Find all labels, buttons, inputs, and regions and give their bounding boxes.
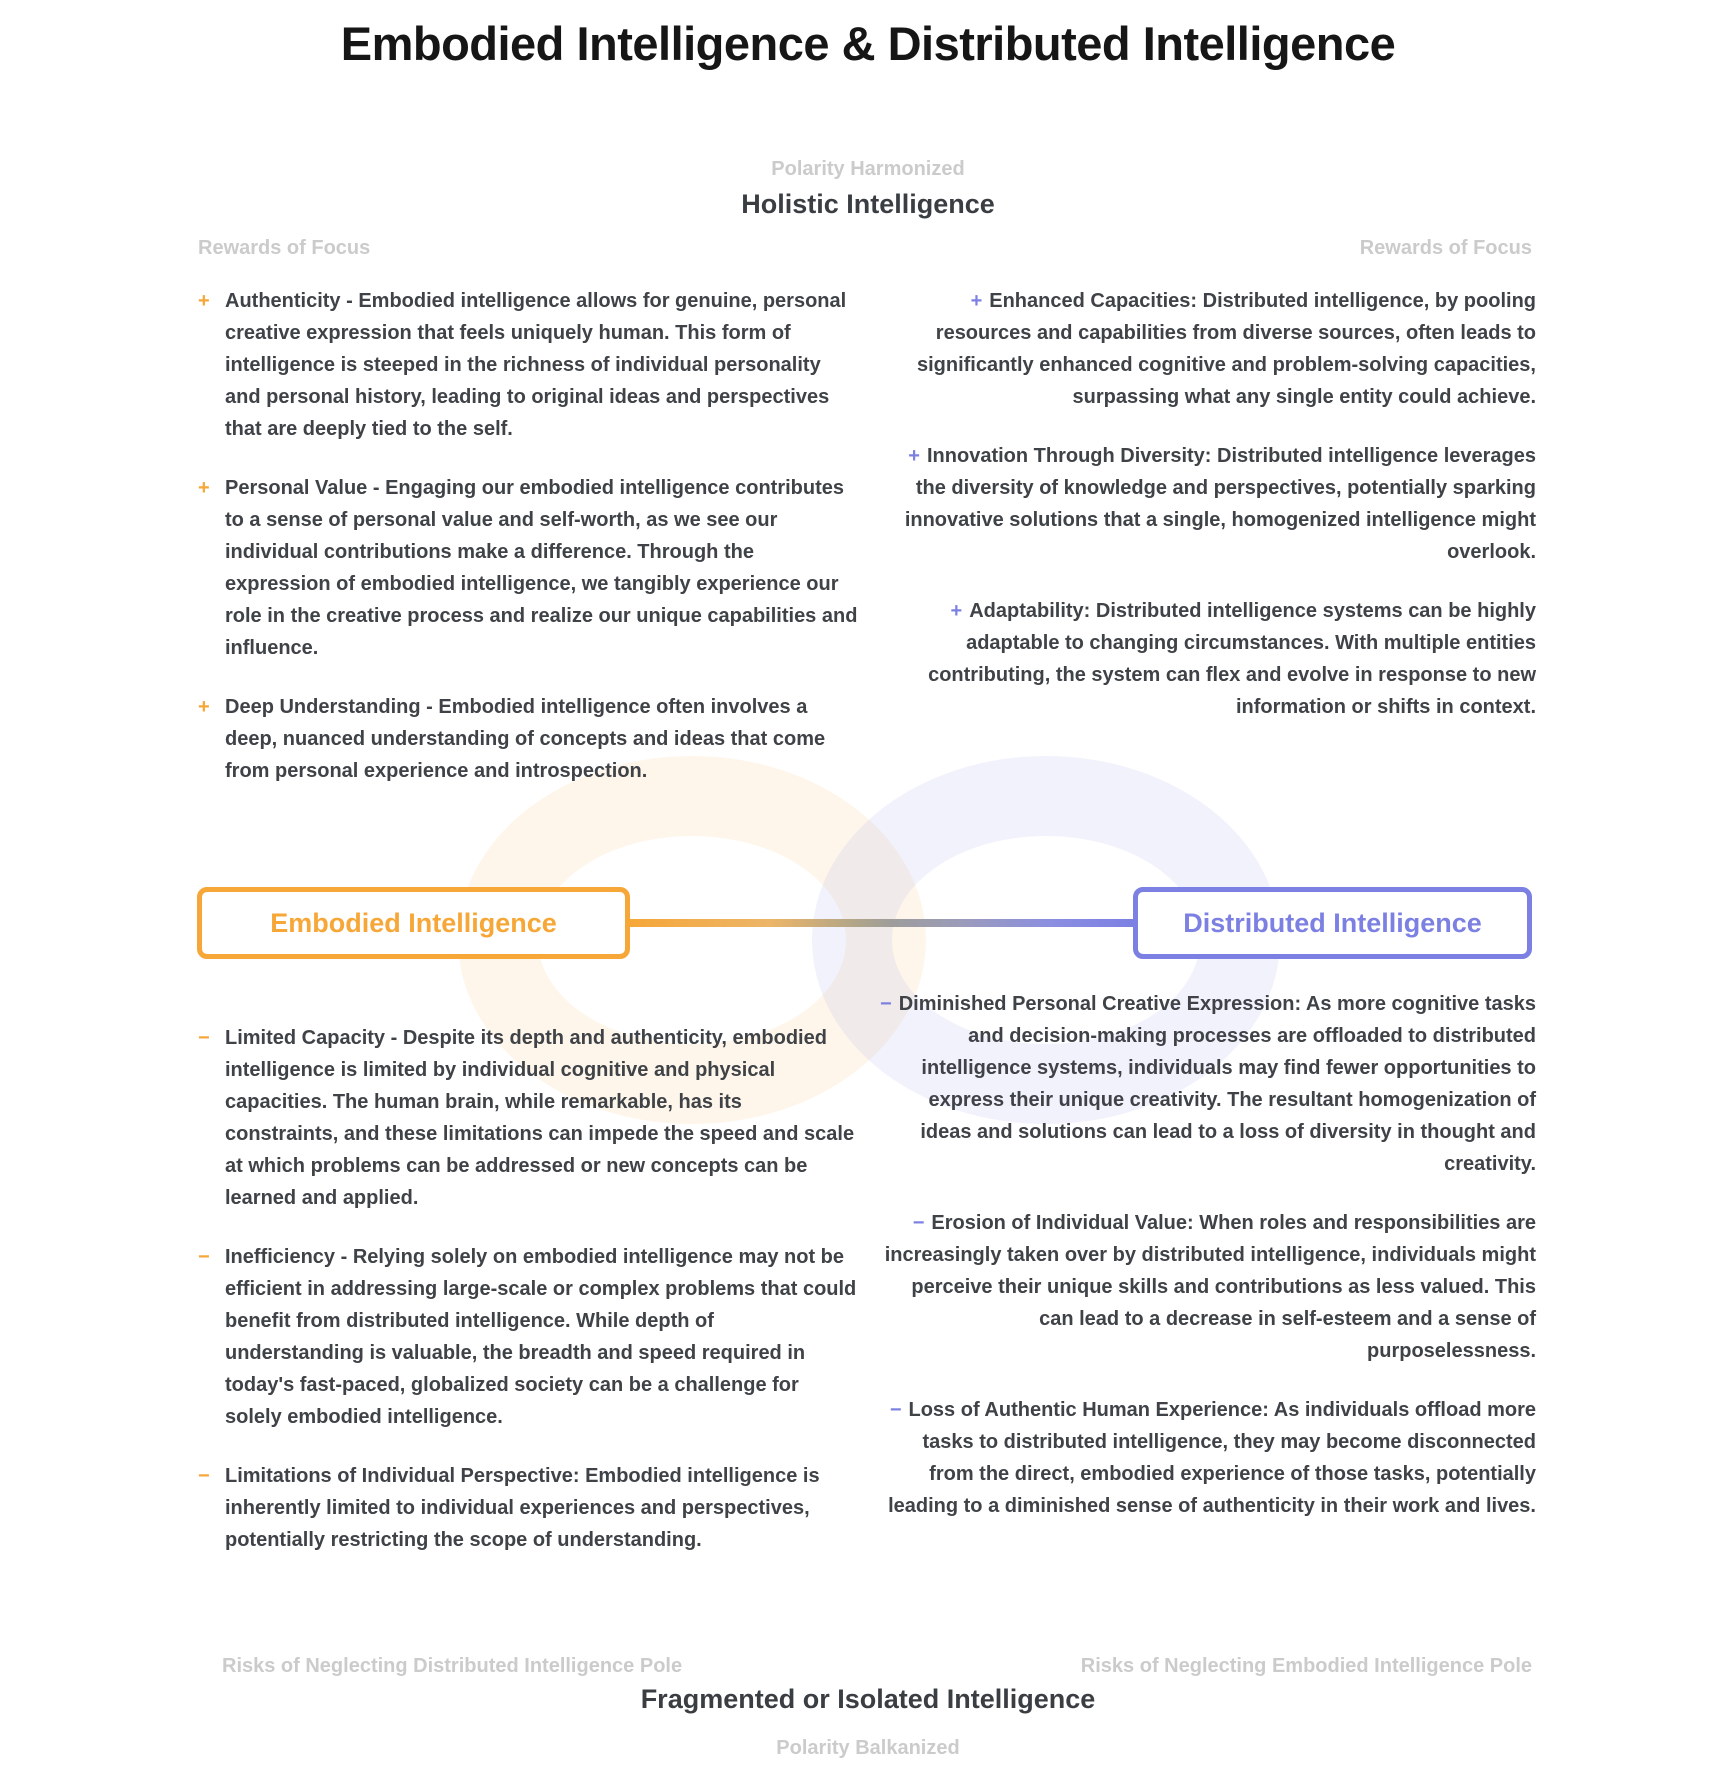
list-item-text: Limitations of Individual Perspective: Embodied intelligence is inherently limited to individual experiences and perspectives, potentially restricting the scope of understanding. bbox=[225, 1465, 820, 1551]
list-item bbox=[874, 988, 1536, 1180]
minus-icon: − bbox=[889, 1399, 902, 1421]
rewards-of-focus-right-label: Rewards of Focus bbox=[1359, 237, 1532, 259]
lower-right-quadrant bbox=[874, 988, 1536, 1549]
holistic-intelligence-title: Holistic Intelligence bbox=[741, 189, 995, 219]
fragmented-intelligence-title: Fragmented or Isolated Intelligence bbox=[640, 1684, 1096, 1714]
minus-icon: − bbox=[198, 1465, 210, 1487]
plus-icon: + bbox=[970, 290, 983, 312]
list-item-text: Authenticity - Embodied intelligence allows for genuine, personal creative expression that feels uniquely human. This form of intelligence is steeped in the richness of individual personality and personal history, leading to original ideas and perspectives that are deeply tied to the self. bbox=[225, 290, 847, 440]
plus-icon: + bbox=[908, 445, 920, 467]
list-item bbox=[198, 285, 858, 445]
list-item bbox=[876, 595, 1536, 723]
list-item-text: Innovation Through Diversity: Distributed intelligence leverages the diversity of knowledge and perspectives, potentially sparking innovative solutions that a single, homogenized intelligence might overlook. bbox=[904, 445, 1536, 563]
list-item-text: Erosion of Individual Value: When roles and responsibilities are increasingly taken over by distributed intelligence, individuals might perceive their unique skills and contributions as less valued. This can lead to a decrease in self-esteem and a sense of purposelessness. bbox=[884, 1212, 1536, 1362]
minus-icon: − bbox=[880, 993, 892, 1015]
list-item-text: Limited Capacity - Despite its depth and authenticity, embodied intelligence is limited by individual cognitive and physical capacities. The human brain, while remarkable, has its constraints, and these limitations can impede the speed and scale at which problems can be addressed or new concepts can be learned and applied. bbox=[225, 1027, 855, 1209]
rewards-of-focus-left-label: Rewards of Focus bbox=[198, 237, 371, 259]
list-item-text: Deep Understanding - Embodied intelligence often involves a deep, nuanced understanding of concepts and ideas that come from personal experience and introspection. bbox=[225, 696, 826, 782]
lower-left-quadrant bbox=[198, 1022, 858, 1583]
risks-neglecting-distributed-label: Risks of Neglecting Distributed Intelligence Pole bbox=[222, 1655, 683, 1677]
plus-icon: + bbox=[198, 696, 210, 718]
minus-icon: − bbox=[198, 1027, 210, 1049]
list-item-text: Diminished Personal Creative Expression: As more cognitive tasks and decision-making processes are offloaded to distributed intelligence systems, individuals may find fewer opportunities to express their unique creativity. The resultant homogenization of ideas and solutions can lead to a loss of diversity in thought and creativity. bbox=[898, 993, 1536, 1175]
list-item bbox=[198, 691, 858, 787]
list-item-text: Inefficiency - Relying solely on embodied intelligence may not be efficient in addressing large-scale or complex problems that could benefit from distributed intelligence. While depth of understanding is valuable, the breadth and speed required in today's fast-paced, globalized society can be a challenge for solely embodied intelligence. bbox=[225, 1246, 857, 1428]
list-item bbox=[198, 1460, 858, 1556]
upper-left-quadrant bbox=[198, 285, 858, 814]
list-item-text: Adaptability: Distributed intelligence systems can be highly adaptable to changing circumstances. With multiple entities contributing, the system can flex and evolve in response to new information or shifts in context. bbox=[928, 600, 1536, 718]
polarity-balkanized-label: Polarity Balkanized bbox=[776, 1737, 960, 1759]
list-item-text: Loss of Authentic Human Experience: As individuals offload more tasks to distributed intelligence, they may become disconnected from the direct, embodied experience of those tasks, potentially leading to a diminished sense of authenticity in their work and lives. bbox=[888, 1399, 1536, 1517]
plus-icon: + bbox=[198, 477, 210, 499]
list-item bbox=[198, 1241, 858, 1433]
list-item bbox=[198, 472, 858, 664]
distributed-intelligence-pole[interactable] bbox=[1133, 887, 1532, 959]
pole-label: Embodied Intelligence bbox=[270, 907, 557, 938]
risks-neglecting-embodied-label: Risks of Neglecting Embodied Intelligence Pole bbox=[1080, 1655, 1532, 1677]
list-item bbox=[198, 1022, 858, 1214]
list-item bbox=[876, 440, 1536, 568]
list-item bbox=[874, 1207, 1536, 1367]
minus-icon: − bbox=[198, 1246, 210, 1268]
pole-label: Distributed Intelligence bbox=[1183, 907, 1482, 938]
plus-icon: + bbox=[950, 600, 963, 622]
pole-connector-line bbox=[630, 919, 1133, 927]
list-item-text: Enhanced Capacities: Distributed intelligence, by pooling resources and capabilities from diverse sources, often leads to significantly enhanced cognitive and problem-solving capacities, surpassing what any single entity could achieve. bbox=[916, 290, 1536, 408]
embodied-intelligence-pole[interactable] bbox=[197, 887, 630, 959]
polarity-harmonized-label: Polarity Harmonized bbox=[771, 158, 965, 180]
list-item bbox=[876, 285, 1536, 413]
list-item-text: Personal Value - Engaging our embodied intelligence contributes to a sense of personal value and self-worth, as we see our individual contributions make a difference. Through the expression of embodied intelligence, we tangibly experience our role in the creative process and realize our unique capabilities and influence. bbox=[225, 477, 858, 659]
list-item bbox=[874, 1394, 1536, 1522]
page-title: Embodied Intelligence & Distributed Intelligence bbox=[340, 17, 1396, 70]
upper-right-quadrant bbox=[876, 285, 1536, 750]
plus-icon: + bbox=[198, 290, 210, 312]
minus-icon: − bbox=[912, 1212, 925, 1234]
